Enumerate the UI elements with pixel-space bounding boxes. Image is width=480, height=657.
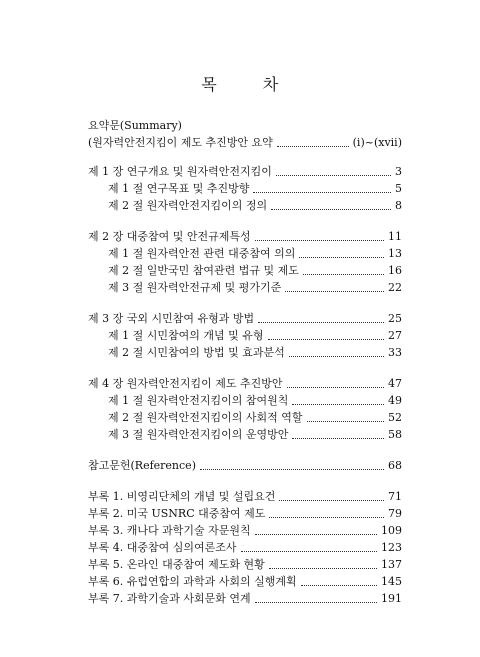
leader-dots xyxy=(289,356,384,357)
leader-dots xyxy=(258,322,384,323)
toc-entry-page: 33 xyxy=(388,346,402,359)
toc-section[interactable] xyxy=(108,327,402,343)
leader-dots xyxy=(301,585,377,586)
toc-entry-page: 68 xyxy=(388,459,402,472)
toc-section[interactable] xyxy=(108,344,402,360)
summary-heading: 요약문(Summary) xyxy=(88,119,182,132)
toc-section[interactable] xyxy=(108,262,402,278)
toc-entry-page: 16 xyxy=(388,264,402,277)
toc-entry-page: (i)~(xvii) xyxy=(352,136,402,149)
leader-dots xyxy=(277,146,349,147)
leader-dots xyxy=(255,534,377,535)
toc-section[interactable] xyxy=(108,426,402,442)
leader-dots xyxy=(307,421,385,422)
toc-entry-label: 부록 6. 유럽연합의 과학과 사회의 실행계획 xyxy=(88,575,297,588)
toc-entry-label: 부록 5. 온라인 대중참여 제도화 현황 xyxy=(88,558,265,571)
leader-dots xyxy=(285,291,384,292)
toc-entry-page: 145 xyxy=(381,575,402,588)
toc-entry-label: 제 1 절 원자력안전지킴이의 참여원칙 xyxy=(108,394,289,407)
toc-entry-label: 제 2 장 대중참여 및 안전규제특성 xyxy=(88,230,251,243)
toc-entry-page: 123 xyxy=(381,541,402,554)
leader-dots xyxy=(241,551,378,552)
leader-dots xyxy=(287,387,385,388)
toc-entry-page: 109 xyxy=(381,524,402,537)
leader-dots xyxy=(292,438,384,439)
toc-entry-label: 제 2 절 원자력안전지킴이의 사회적 역할 xyxy=(108,411,303,424)
toc-entry-page: 49 xyxy=(388,394,402,407)
leader-dots xyxy=(268,339,385,340)
toc-appendix-2[interactable] xyxy=(88,505,402,521)
toc-entry-label: 제 4 장 원자력안전지킴이 제도 추진방안 xyxy=(88,377,283,390)
toc-title: 목 차 xyxy=(201,75,279,94)
toc-entry-label: 제 2 절 원자력안전지킴이의 정의 xyxy=(108,199,268,212)
toc-entry-label: 부록 1. 비영리단체의 개념 및 설립요건 xyxy=(88,490,276,503)
toc-entry-label: 부록 2. 미국 USNRC 대중참여 제도 xyxy=(88,507,266,520)
toc-entry-label: 부록 3. 캐나다 과학기술 자문원칙 xyxy=(88,524,251,537)
leader-dots xyxy=(303,274,384,275)
toc-entry-label: (원자력안전지킴이 제도 추진방안 요약 xyxy=(88,136,273,149)
toc-appendix-6[interactable] xyxy=(88,573,402,589)
toc-section[interactable] xyxy=(108,392,402,408)
toc-entry-page: 79 xyxy=(388,507,402,520)
toc-entry-page: 5 xyxy=(395,182,402,195)
leader-dots xyxy=(269,568,377,569)
toc-entry-page: 137 xyxy=(381,558,402,571)
toc-section[interactable] xyxy=(108,197,402,213)
leader-dots xyxy=(299,257,384,258)
toc-entry-page: 52 xyxy=(388,411,402,424)
leader-dots xyxy=(292,404,384,405)
toc-chapter-4[interactable] xyxy=(88,375,402,391)
leader-dots xyxy=(276,175,391,176)
toc-entry-page: 25 xyxy=(388,312,402,325)
toc-entry-summary[interactable] xyxy=(88,134,402,150)
leader-dots xyxy=(200,469,384,470)
toc-section[interactable] xyxy=(108,180,402,196)
toc-entry-label: 제 1 절 연구목표 및 추진방향 xyxy=(108,182,250,195)
leader-dots xyxy=(271,209,391,210)
toc-section[interactable] xyxy=(108,245,402,261)
toc-chapter-1[interactable] xyxy=(88,163,402,179)
toc-entry-page: 8 xyxy=(395,199,402,212)
toc-entry-page: 27 xyxy=(388,329,402,342)
toc-entry-label: 참고문헌(Reference) xyxy=(88,459,196,472)
leader-dots xyxy=(253,192,391,193)
toc-entry-page: 71 xyxy=(388,490,402,503)
leader-dots xyxy=(255,240,384,241)
toc-entry-page: 11 xyxy=(388,230,402,243)
toc-references[interactable] xyxy=(88,457,402,473)
toc-entry-label: 제 3 장 국외 시민참여 유형과 방법 xyxy=(88,312,255,325)
toc-appendix-4[interactable] xyxy=(88,539,402,555)
toc-entry-label: 부록 4. 대중참여 심의여론조사 xyxy=(88,541,237,554)
toc-entry-label: 제 2 절 일반국민 참여관련 법규 및 제도 xyxy=(108,264,299,277)
toc-chapter-2[interactable] xyxy=(88,228,402,244)
toc-entry-page: 47 xyxy=(388,377,402,390)
toc-entry-label: 제 1 절 시민참여의 개념 및 유형 xyxy=(108,329,264,342)
toc-entry-label: 제 3 절 원자력안전규제 및 평가기준 xyxy=(108,281,282,294)
toc-appendix-5[interactable] xyxy=(88,556,402,572)
toc-section[interactable] xyxy=(108,409,402,425)
leader-dots xyxy=(269,517,384,518)
toc-appendix-1[interactable] xyxy=(88,488,402,504)
toc-entry-label: 제 2 절 시민참여의 방법 및 효과분석 xyxy=(108,346,285,359)
toc-appendix-3[interactable] xyxy=(88,522,402,538)
toc-entry-label: 제 1 장 연구개요 및 원자력안전지킴이 xyxy=(88,165,272,178)
toc-entry-page: 13 xyxy=(388,247,402,260)
toc-entry-label: 제 1 절 원자력안전 관련 대중참여 의의 xyxy=(108,247,296,260)
toc-chapter-3[interactable] xyxy=(88,310,402,326)
leader-dots xyxy=(255,602,377,603)
toc-entry-page: 191 xyxy=(381,592,402,605)
toc-section[interactable] xyxy=(108,279,402,295)
toc-entry-label: 제 3 절 원자력안전지킴이의 운영방안 xyxy=(108,428,289,441)
toc-entry-page: 3 xyxy=(395,165,402,178)
toc-entry-label: 부록 7. 과학기술과 사회문화 연계 xyxy=(88,592,251,605)
leader-dots xyxy=(279,500,384,501)
toc-entry-page: 22 xyxy=(388,281,402,294)
toc-appendix-7[interactable] xyxy=(88,590,402,606)
toc-entry-page: 58 xyxy=(388,428,402,441)
